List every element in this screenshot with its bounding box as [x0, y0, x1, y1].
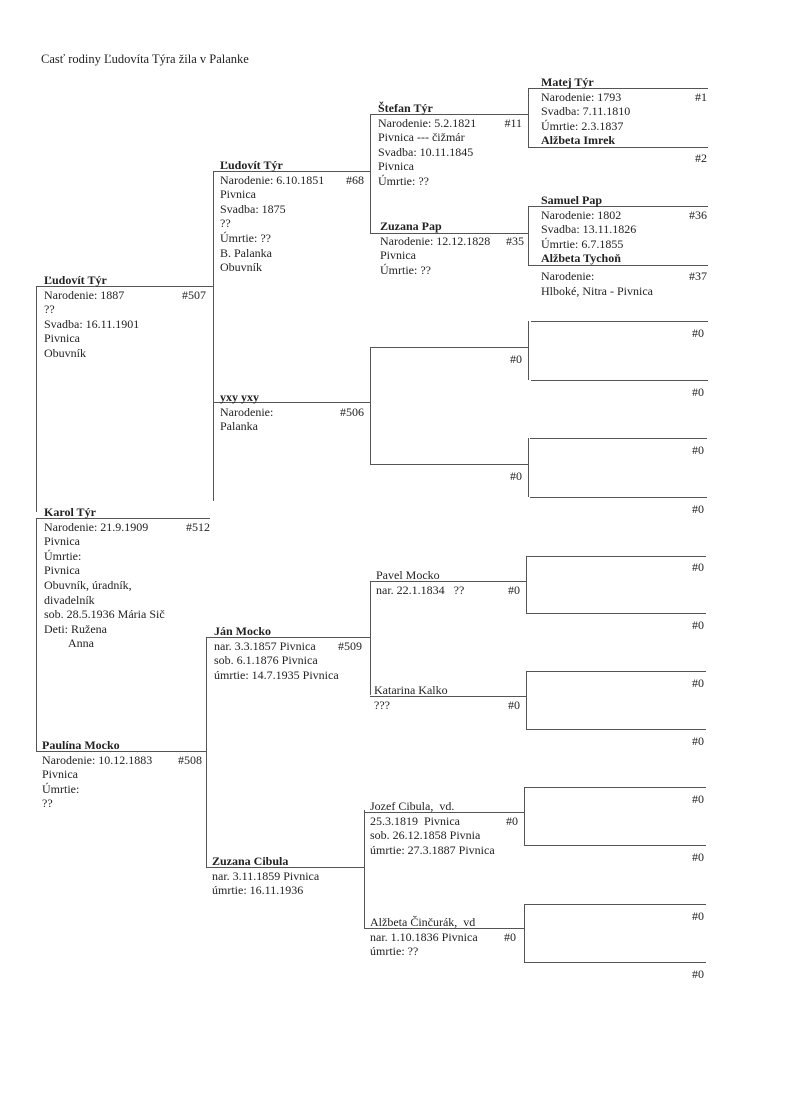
person-id: #68 — [346, 172, 364, 187]
line — [528, 438, 529, 497]
person-line: Svadba: 16.11.1901 — [44, 316, 140, 331]
person-line: divadelník — [44, 592, 95, 607]
person-line: Narodenie: 1793 — [541, 89, 622, 104]
line — [524, 787, 525, 845]
line — [36, 286, 37, 512]
person-id: #506 — [340, 404, 364, 419]
person-line: Úmrtie: ?? — [220, 230, 271, 245]
person-name: Štefan Týr — [378, 101, 433, 115]
person-line: Narodenie: 10.12.1883 — [42, 752, 153, 767]
person-id: #2 — [695, 150, 707, 165]
person-line: Narodenie: 1802 — [541, 207, 622, 222]
person-line: Pivnica — [380, 248, 416, 263]
person-id: #36 — [689, 207, 707, 222]
line — [531, 321, 708, 322]
line — [370, 114, 371, 234]
empty-id: #0 — [692, 792, 704, 806]
person-line: B. Palanka — [220, 245, 272, 260]
person-name: Zuzana Pap — [380, 219, 442, 233]
line — [526, 729, 706, 730]
person-line: úmrtie: 16.11.1936 — [212, 883, 304, 898]
line — [528, 88, 529, 148]
line — [370, 464, 528, 465]
person-line: Narodenie: 1887 — [44, 287, 125, 302]
person-name: yxy yxy — [220, 390, 259, 404]
person-card — [214, 624, 362, 682]
person-name: Paulína Mocko — [42, 738, 120, 752]
person-card — [42, 738, 202, 811]
person-card — [44, 273, 206, 361]
person-line: Úmrtie: — [42, 781, 80, 796]
empty-id: #0 — [692, 385, 704, 399]
person-name: Samuel Pap — [541, 193, 603, 207]
person-id: #0 — [508, 697, 520, 712]
line — [531, 380, 708, 381]
person-line: nar. 3.11.1859 Pivnica — [212, 868, 320, 883]
empty-id: #0 — [692, 560, 704, 574]
line — [528, 206, 529, 266]
empty-id: #0 — [510, 469, 522, 483]
person-id: #0 — [504, 929, 516, 944]
person-card — [374, 683, 520, 712]
empty-id: #0 — [692, 909, 704, 923]
empty-id: #0 — [692, 850, 704, 864]
person-card — [44, 505, 210, 651]
person-line: úmrtie: 27.3.1887 Pivnica — [370, 842, 495, 857]
person-line: sob. 28.5.1936 Mária Sič — [44, 607, 165, 622]
person-line: Svadba: 10.11.1845 — [378, 144, 474, 159]
person-line: Úmrtie: 6.7.1855 — [541, 236, 624, 251]
person-card — [541, 193, 707, 298]
person-line: Narodenie: 21.9.1909 — [44, 519, 149, 534]
line — [370, 347, 371, 464]
person-id: #11 — [504, 115, 522, 130]
empty-id: #0 — [692, 618, 704, 632]
person-id: #509 — [338, 638, 362, 653]
person-line: Svadba: 1875 — [220, 201, 286, 216]
document-title: Casť rodiny Ľudovíta Týra žila v Palanke — [41, 52, 249, 66]
person-card — [220, 390, 364, 434]
person-card — [380, 219, 524, 277]
person-name: Zuzana Cibula — [212, 854, 289, 868]
person-line: sob. 6.1.1876 Pivnica — [214, 653, 318, 668]
person-line: Palanka — [220, 419, 258, 434]
person-name: Pavel Mocko — [376, 568, 440, 582]
person-line: Pivnica — [44, 563, 80, 578]
empty-id: #0 — [510, 352, 522, 366]
person-line: Úmrtie: ?? — [380, 262, 431, 277]
person-id: #37 — [689, 268, 707, 283]
person-card — [220, 158, 364, 275]
person-line: Úmrtie: 2.3.1837 — [541, 118, 624, 133]
line — [370, 581, 371, 695]
person-card — [370, 799, 518, 857]
person-name: Alžbeta Imrek — [541, 133, 616, 148]
line — [524, 845, 706, 846]
person-id: #35 — [506, 233, 524, 248]
line — [526, 613, 706, 614]
person-card — [370, 915, 516, 959]
line — [526, 556, 706, 557]
empty-id: #0 — [692, 502, 704, 516]
person-line: ?? — [220, 216, 231, 231]
person-line: ??? — [374, 697, 390, 712]
person-line: sob. 26.12.1858 Pivnia — [370, 828, 481, 843]
person-line: nar. 1.10.1836 Pivnica — [370, 929, 478, 944]
line — [36, 518, 37, 751]
person-line: Obuvník — [44, 345, 86, 360]
line — [524, 904, 706, 905]
line — [526, 556, 527, 613]
person-card — [212, 854, 360, 898]
person-card — [378, 101, 522, 189]
person-line: Narodenie: — [220, 404, 274, 419]
person-id: #508 — [178, 752, 202, 767]
person-line: Anna — [68, 636, 94, 651]
person-line: Pivnica — [42, 767, 78, 782]
person-line: Svadba: 13.11.1826 — [541, 222, 637, 237]
person-line: Obuvník — [220, 260, 262, 275]
person-name: Jozef Cibula, vd. — [370, 799, 455, 813]
line — [364, 810, 365, 928]
line — [530, 438, 707, 439]
line — [370, 347, 528, 348]
person-name: Katarina Kalko — [374, 683, 448, 697]
person-line: úmrtie: 14.7.1935 Pivnica — [214, 667, 339, 682]
person-line: ?? — [42, 796, 53, 811]
person-line: Obuvník, úradník, — [44, 577, 132, 592]
person-line: Narodenie: 12.12.1828 — [380, 233, 491, 248]
line — [524, 787, 706, 788]
line — [213, 286, 214, 401]
person-name: Karol Týr — [44, 505, 96, 519]
person-name: Ľudovít Týr — [44, 273, 107, 287]
empty-id: #0 — [692, 967, 704, 981]
empty-id: #0 — [692, 326, 704, 340]
person-line: 25.3.1819 Pivnica — [370, 813, 460, 828]
person-line: Deti: Ružena — [44, 621, 107, 636]
person-line: Narodenie: — [541, 268, 595, 283]
person-line: Pivnica — [44, 331, 80, 346]
person-id: #0 — [506, 813, 518, 828]
person-name: Ján Mocko — [214, 624, 271, 638]
line — [526, 671, 527, 729]
person-line: ?? — [44, 302, 55, 317]
person-line: Hlboké, Nitra - Pivnica — [541, 283, 653, 298]
person-card — [376, 568, 520, 597]
person-id: #507 — [182, 287, 206, 302]
line — [530, 497, 707, 498]
person-line: Svadba: 7.11.1810 — [541, 104, 631, 119]
line — [528, 321, 529, 380]
person-card — [541, 75, 707, 166]
person-line: nar. 3.3.1857 Pivnica — [214, 638, 316, 653]
person-line: Úmrtie: — [44, 548, 82, 563]
person-name: Alžbeta Činčurák, vd — [370, 915, 476, 929]
person-id: #0 — [508, 582, 520, 597]
person-name: Matej Týr — [541, 75, 594, 89]
line — [524, 962, 706, 963]
person-id: #1 — [695, 89, 707, 104]
line — [524, 904, 525, 962]
person-line: Pivnica — [378, 159, 414, 174]
line — [526, 671, 706, 672]
empty-id: #0 — [692, 734, 704, 748]
person-line: Úmrtie: ?? — [378, 173, 429, 188]
person-line: nar. 22.1.1834 ?? — [376, 582, 465, 597]
person-name: Ľudovít Týr — [220, 158, 283, 172]
line — [206, 637, 207, 867]
person-line: Pivnica --- čižmár — [378, 130, 465, 145]
person-line: Pivnica — [220, 187, 256, 202]
person-line: Narodenie: 5.2.1821 — [378, 115, 477, 130]
person-id: #512 — [186, 519, 210, 534]
person-line: Narodenie: 6.10.1851 — [220, 172, 325, 187]
person-name: Alžbeta Tychoň — [541, 251, 621, 266]
empty-id: #0 — [692, 676, 704, 690]
empty-id: #0 — [692, 443, 704, 457]
person-line: Pivnica — [44, 534, 80, 549]
person-line: úmrtie: ?? — [370, 944, 419, 959]
